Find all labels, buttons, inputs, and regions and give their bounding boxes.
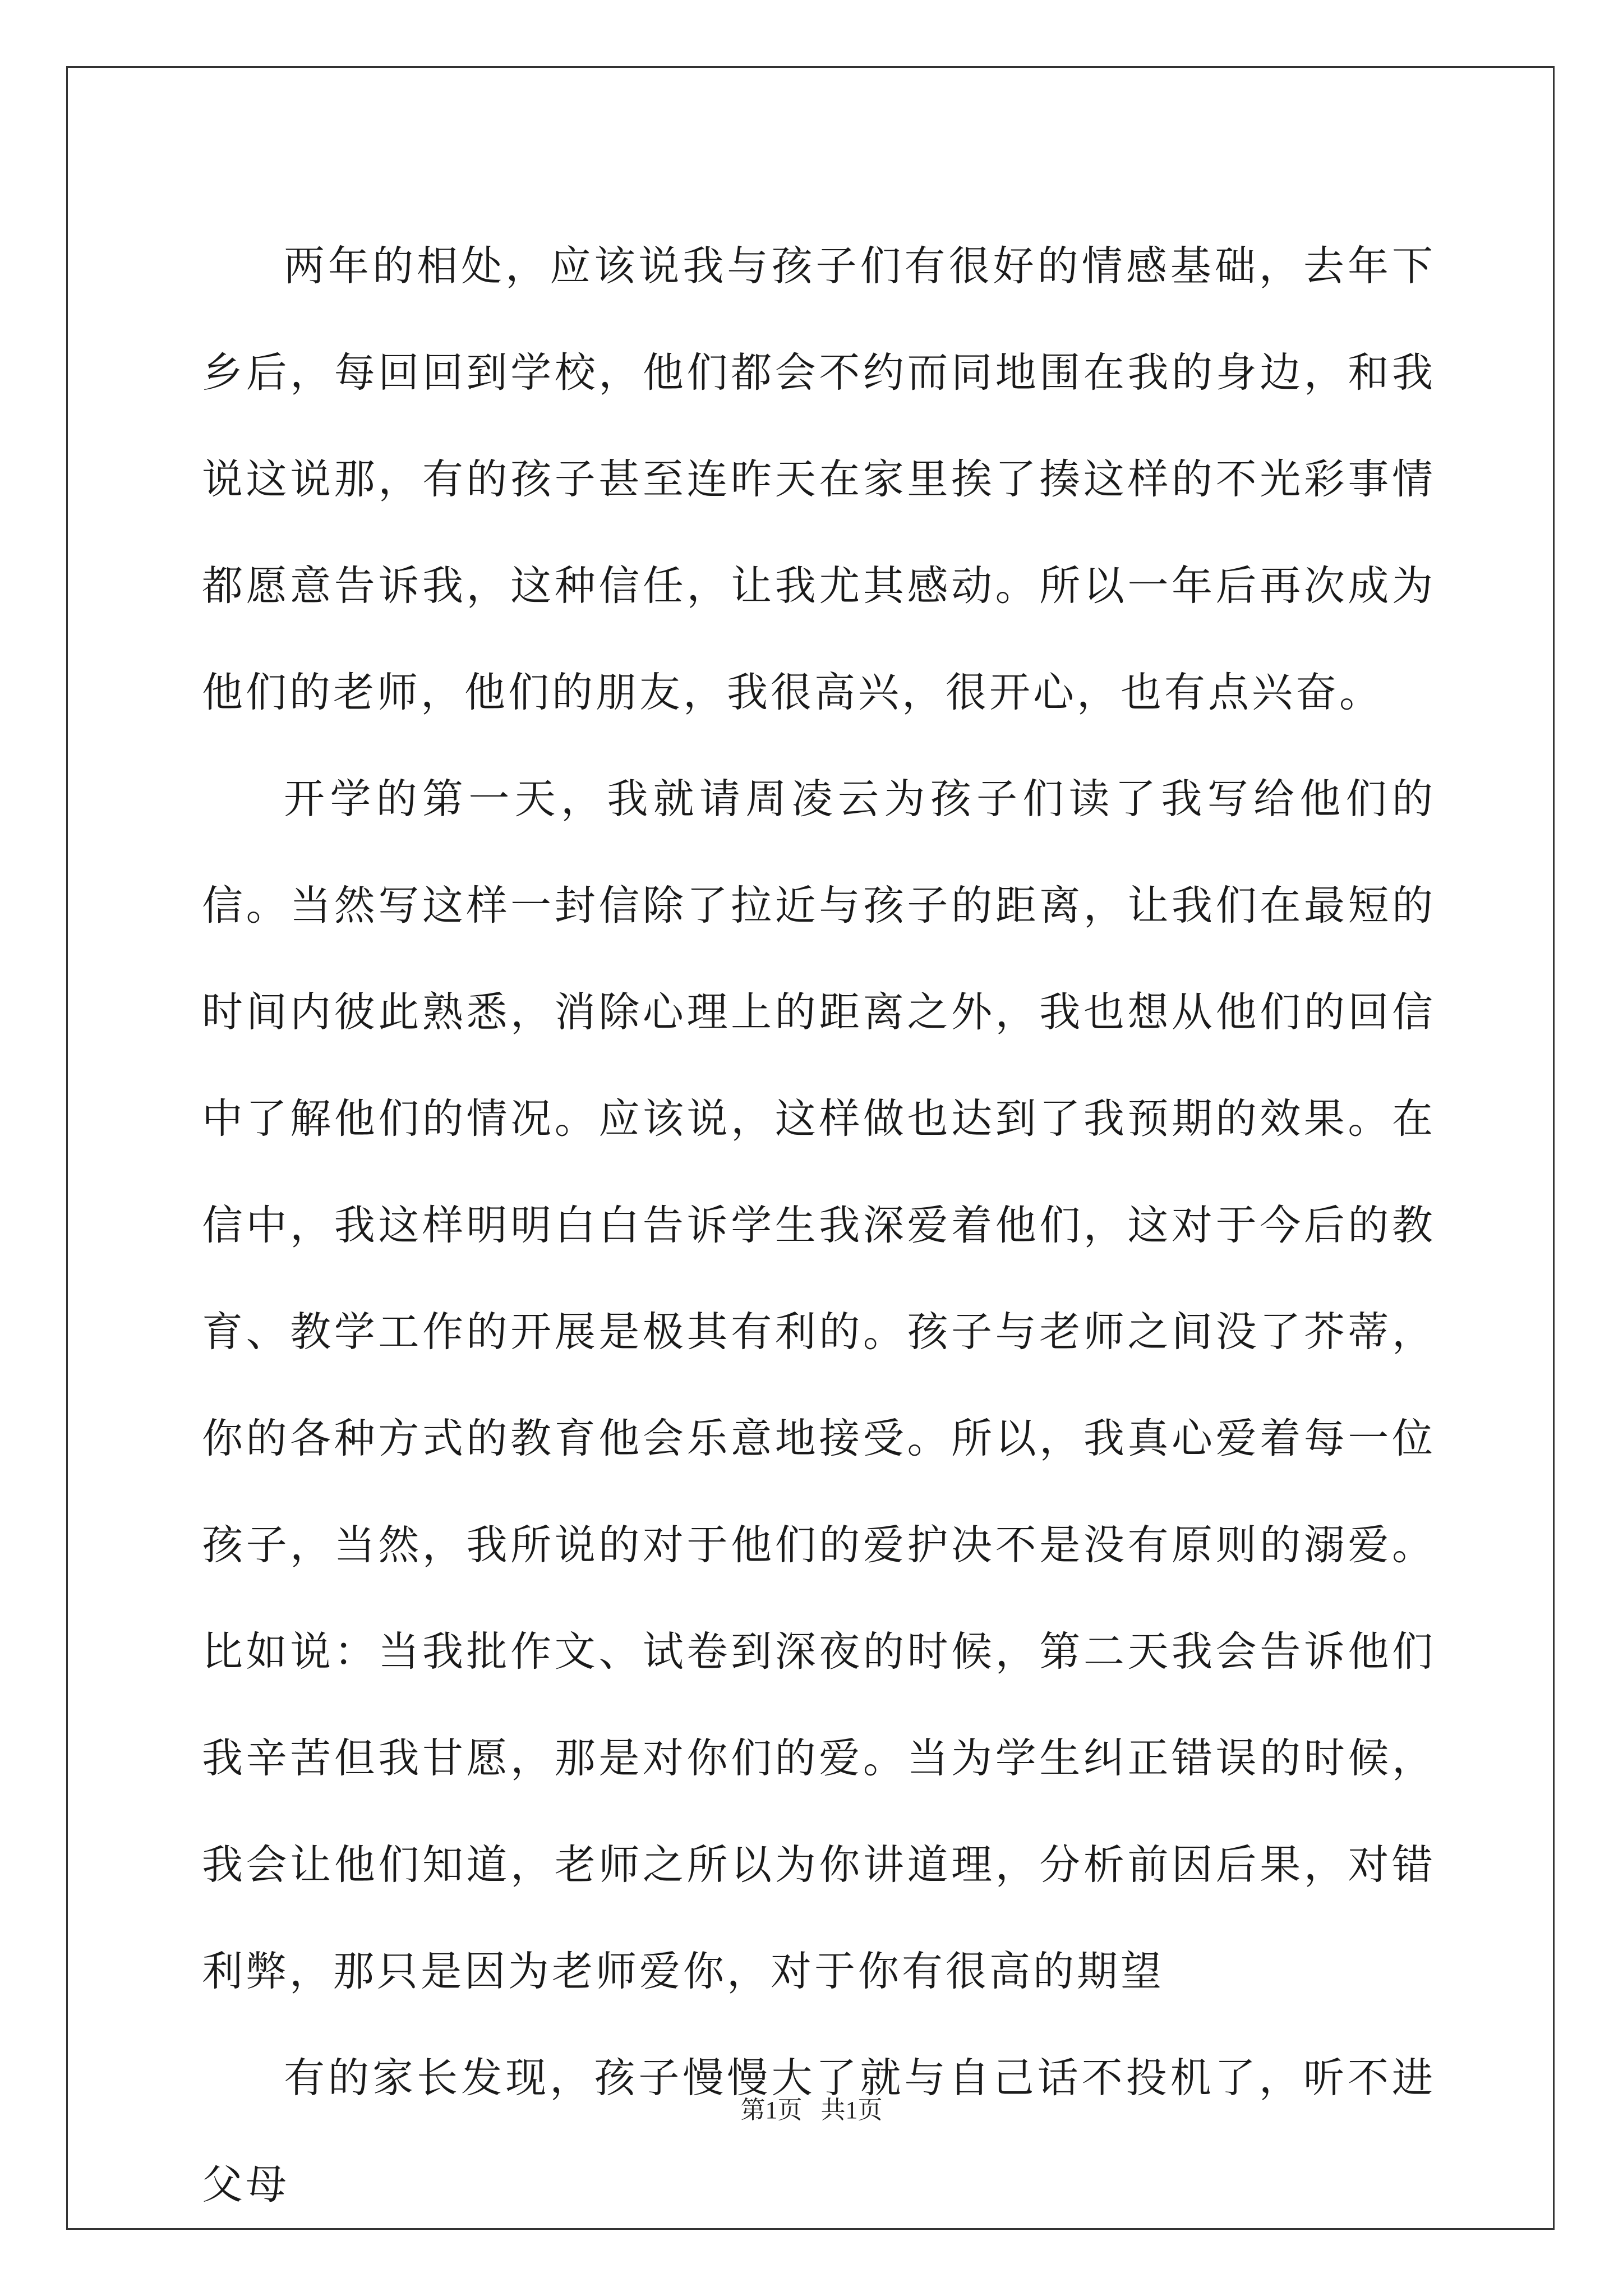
paragraph-1: 两年的相处，应该说我与孩子们有很好的情感基础，去年下乡后，每回回到学校，他们都会不约而同地围在我的身边，和我说这说那，有的孩子甚至连昨天在家里挨了揍这样的不光彩事情都愿意告诉我，这种信任，让我尤其感动。所以一年后再次成为他们的老师，他们的朋友，我很高兴，很开心，也有点兴奋。 — [202, 242, 1436, 716]
page-footer: 第1页 共1页 — [740, 2096, 883, 2124]
paragraph-3: 有的家长发现，孩子慢慢大了就与自己话不投机了，听不进父母 — [202, 2054, 1436, 2208]
paragraph-2: 开学的第一天，我就请周凌云为孩子们读了我写给他们的信。当然写这样一封信除了拉近与孩子的距离，让我们在最短的时间内彼此熟悉，消除心理上的距离之外，我也想从他们的回信中了解他们的情况。应该说，这样做也达到了我预期的效果。在信中，我这样明明白白告诉学生我深爱着他们，这对于今后的教育、教学工作的开展是极其有利的。孩子与老师之间没了芥蒂，你的各种方式的教育他会乐意地接受。所以，我真心爱着每一位孩子，当然，我所说的对于他们的爱护决不是没有原则的溺爱。比如说：当我批作文、试卷到深夜的时候，第二天我会告诉他们我辛苦但我甘愿，那是对你们的爱。当为学生纠正错误的时候，我会让他们知道，老师之所以为你讲道理，分析前因后果，对错利弊，那只是因为老师爱你，对于你有很高的期望 — [202, 775, 1436, 1995]
document-body — [202, 213, 1436, 2238]
